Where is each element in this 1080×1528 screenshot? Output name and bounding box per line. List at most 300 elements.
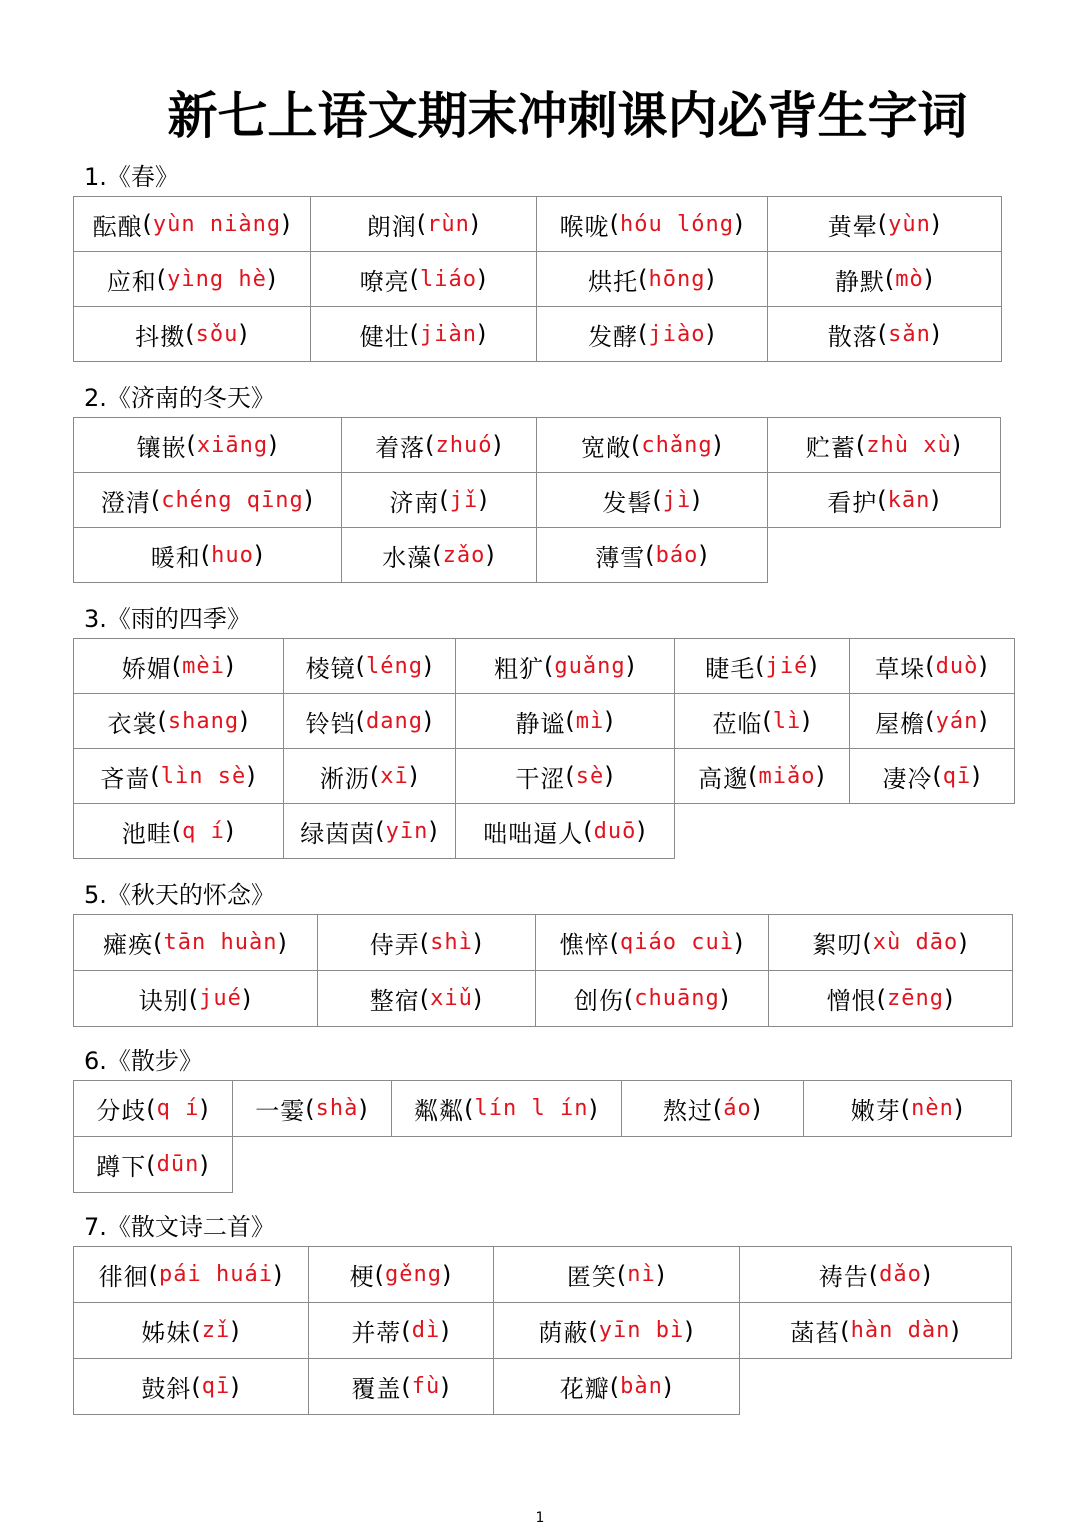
- vocab-cell: [768, 914, 1013, 971]
- vocab-cell: [768, 970, 1013, 1027]
- vocab-cell: [391, 1080, 622, 1137]
- paren-open: (: [616, 1260, 628, 1289]
- paren-open: (: [877, 210, 889, 238]
- paren-open: (: [185, 320, 196, 348]
- vocab-cell: [849, 693, 1015, 749]
- paren-close: ): [476, 320, 488, 348]
- vocab-cell: [73, 914, 318, 971]
- paren-open: (: [156, 265, 168, 293]
- paren-open: (: [862, 928, 873, 957]
- paren-close: ): [953, 1094, 965, 1123]
- vocab-pinyin: jié: [765, 653, 809, 679]
- vocab-word: 薄雪: [595, 543, 646, 572]
- paren-open: (: [425, 431, 436, 459]
- vocab-cell: [283, 803, 456, 859]
- paren-close: ): [719, 984, 731, 1013]
- paren-open: (: [401, 1316, 412, 1345]
- vocab-word: 发髻: [602, 488, 653, 517]
- paren-open: (: [355, 652, 366, 680]
- paren-close: ): [943, 984, 955, 1013]
- vocab-word: 池畦: [121, 819, 172, 848]
- vocab-pinyin: yùn: [888, 211, 931, 237]
- paren-close: ): [815, 762, 826, 790]
- vocab-cell: [739, 1246, 1012, 1303]
- vocab-pinyin: duò: [935, 653, 979, 679]
- vocab-cell: [283, 693, 456, 749]
- paren-close: ): [923, 265, 935, 293]
- paren-close: ): [199, 1094, 210, 1123]
- paren-open: (: [188, 984, 200, 1013]
- vocab-cell: [803, 1080, 1012, 1137]
- vocab-word: 侍弄: [369, 931, 420, 959]
- paren-open: (: [583, 817, 594, 845]
- vocab-cell: [739, 1302, 1012, 1359]
- paren-close: ): [441, 1260, 453, 1289]
- section-title: 5.《秋天的怀念》: [84, 881, 275, 909]
- paren-close: ): [408, 762, 420, 790]
- paren-close: ): [733, 928, 745, 957]
- vocab-cell: [674, 748, 850, 804]
- paren-open: (: [148, 1260, 160, 1289]
- vocab-word: 嫩芽: [850, 1097, 901, 1125]
- vocab-pinyin: lì: [772, 708, 802, 734]
- vocab-pinyin: q í: [156, 1096, 200, 1121]
- vocab-pinyin: xiǔ: [430, 986, 473, 1011]
- paren-open: (: [142, 210, 153, 238]
- vocab-pinyin: dì: [411, 1318, 441, 1343]
- paren-close: ): [272, 1260, 284, 1289]
- vocab-word: 并蒂: [351, 1319, 402, 1347]
- vocab-cell: [493, 1358, 740, 1415]
- vocab-word: 覆盖: [351, 1375, 402, 1403]
- vocab-word: 静默: [834, 267, 885, 296]
- paren-open: (: [432, 541, 443, 569]
- paren-close: ): [684, 1316, 695, 1345]
- vocab-cell: [621, 1080, 804, 1137]
- vocab-pinyin: jué: [199, 986, 242, 1011]
- vocab-pinyin: jǐ: [449, 487, 479, 513]
- vocab-cell: [767, 196, 1002, 252]
- paren-open: (: [652, 486, 663, 514]
- vocab-word: 凄冷: [882, 764, 933, 793]
- paren-open: (: [565, 762, 576, 790]
- vocab-cell: [317, 970, 536, 1027]
- paren-open: (: [153, 928, 164, 957]
- paren-open: (: [409, 320, 420, 348]
- paren-close: ): [604, 707, 615, 735]
- paren-close: ): [266, 265, 278, 293]
- paren-close: ): [950, 1316, 961, 1345]
- vocab-word: 花瓣: [559, 1375, 610, 1403]
- vocab-cell: [317, 914, 536, 971]
- vocab-pinyin: hàn dàn: [850, 1318, 951, 1343]
- vocab-word: 贮蓄: [805, 433, 856, 462]
- vocab-word: 烘托: [588, 267, 639, 296]
- paren-open: (: [868, 1260, 880, 1289]
- vocab-pinyin: pái huái: [159, 1262, 273, 1287]
- vocab-word: 看护: [827, 488, 878, 517]
- vocab-word: 发酵: [588, 322, 639, 351]
- vocab-pinyin: miǎo: [758, 763, 816, 789]
- vocab-word: 暖和: [150, 543, 201, 572]
- paren-close: ): [440, 1372, 451, 1401]
- vocab-word: 莅临: [712, 709, 763, 738]
- paren-open: (: [401, 1372, 412, 1401]
- paren-open: (: [191, 1372, 202, 1401]
- vocab-pinyin: zǎo: [442, 542, 486, 568]
- page-number: 1: [535, 1510, 545, 1526]
- paren-close: ): [930, 320, 942, 348]
- vocab-word: 酝酿: [92, 212, 143, 241]
- vocab-cell: [283, 638, 456, 694]
- paren-close: ): [733, 210, 745, 238]
- paren-open: (: [464, 1094, 475, 1123]
- vocab-pinyin: nèn: [911, 1096, 954, 1121]
- paren-open: (: [544, 652, 555, 680]
- paren-open: (: [748, 762, 759, 790]
- vocab-word: 抖擞: [135, 322, 186, 351]
- vocab-word: 黄晕: [827, 212, 878, 241]
- vocab-pinyin: léng: [366, 653, 423, 679]
- paren-open: (: [191, 1316, 202, 1345]
- vocab-pinyin: zhuó: [435, 432, 493, 458]
- vocab-pinyin: shà: [315, 1096, 359, 1121]
- paren-open: (: [925, 707, 936, 735]
- vocab-word: 喉咙: [559, 212, 610, 241]
- paren-close: ): [472, 928, 484, 957]
- paren-close: ): [281, 210, 292, 238]
- vocab-pinyin: gěng: [385, 1262, 442, 1287]
- vocab-pinyin: xiāng: [196, 432, 269, 458]
- vocab-pinyin: jiàn: [420, 321, 477, 347]
- vocab-word: 姊妹: [141, 1319, 192, 1347]
- vocab-pinyin: yùn niàng: [152, 211, 282, 237]
- paren-close: ): [588, 1094, 599, 1123]
- paren-open: (: [645, 541, 656, 569]
- paren-open: (: [840, 1316, 851, 1345]
- vocab-word: 熬过: [662, 1097, 713, 1125]
- paren-open: (: [755, 652, 766, 680]
- vocab-pinyin: xī: [380, 763, 409, 789]
- vocab-word: 咄咄逼人: [483, 819, 584, 848]
- paren-close: ): [705, 265, 716, 293]
- vocab-pinyin: guǎng: [554, 653, 626, 679]
- vocab-pinyin: chuāng: [634, 986, 720, 1011]
- vocab-word: 整宿: [369, 987, 420, 1015]
- vocab-word: 水藻: [382, 543, 433, 572]
- paren-open: (: [609, 1372, 621, 1401]
- vocab-cell: [73, 196, 311, 252]
- paren-open: (: [200, 541, 212, 569]
- paren-open: (: [419, 984, 431, 1013]
- section-title: 7.《散文诗二首》: [84, 1213, 275, 1241]
- paren-open: (: [925, 652, 936, 680]
- vocab-cell: [767, 251, 1002, 307]
- vocab-pinyin: sǒu: [195, 321, 239, 347]
- vocab-cell: [341, 472, 537, 528]
- vocab-pinyin: báo: [655, 542, 699, 568]
- paren-close: ): [422, 652, 434, 680]
- vocab-word: 应和: [106, 267, 157, 296]
- paren-close: ): [472, 984, 484, 1013]
- vocab-pinyin: duō: [593, 818, 637, 844]
- section-title: 2.《济南的冬天》: [84, 384, 275, 412]
- vocab-cell: [310, 196, 537, 252]
- paren-open: (: [877, 320, 889, 348]
- vocab-pinyin: shang: [167, 708, 240, 734]
- vocab-word: 徘徊: [98, 1263, 149, 1291]
- vocab-cell: [536, 472, 768, 528]
- vocab-cell: [232, 1080, 392, 1137]
- paren-open: (: [932, 762, 943, 790]
- vocab-pinyin: bàn: [620, 1374, 663, 1399]
- paren-close: ): [978, 652, 989, 680]
- vocab-cell: [73, 472, 342, 528]
- vocab-cell: [73, 803, 284, 859]
- vocab-word: 铃铛: [305, 709, 356, 738]
- paren-open: (: [375, 817, 386, 845]
- paren-close: ): [358, 1094, 369, 1123]
- vocab-pinyin: mèi: [182, 653, 225, 679]
- vocab-cell: [767, 306, 1002, 362]
- vocab-pinyin: rùn: [427, 211, 470, 237]
- paren-close: ): [230, 1316, 241, 1345]
- paren-close: ): [476, 265, 488, 293]
- paren-open: (: [712, 1094, 724, 1123]
- vocab-pinyin: q í: [182, 818, 225, 844]
- page-title: 新七上语文期末冲刺课内必背生字词: [167, 87, 968, 145]
- vocab-pinyin: lìn sè: [160, 763, 247, 789]
- paren-open: (: [439, 486, 450, 514]
- vocab-pinyin: dǎo: [879, 1262, 922, 1287]
- vocab-cell: [310, 251, 537, 307]
- vocab-cell: [73, 1358, 309, 1415]
- vocab-pinyin: zēng: [887, 986, 944, 1011]
- vocab-word: 一霎: [255, 1097, 306, 1125]
- vocab-pinyin: mò: [895, 266, 924, 292]
- vocab-word: 朗润: [366, 212, 417, 241]
- paren-close: ): [230, 1372, 241, 1401]
- vocab-pinyin: yīn bì: [598, 1318, 685, 1343]
- vocab-cell: [308, 1302, 494, 1359]
- vocab-cell: [455, 748, 675, 804]
- vocab-word: 梗: [349, 1263, 375, 1291]
- vocab-pinyin: dūn: [156, 1152, 200, 1177]
- vocab-pinyin: yīn: [385, 818, 429, 844]
- vocab-word: 祷告: [818, 1263, 869, 1291]
- vocab-word: 嘹亮: [359, 267, 410, 296]
- paren-close: ): [662, 1372, 674, 1401]
- paren-close: ): [930, 486, 941, 514]
- paren-close: ): [303, 486, 315, 514]
- paren-open: (: [638, 320, 649, 348]
- paren-close: ): [239, 707, 250, 735]
- vocab-cell: [493, 1302, 740, 1359]
- vocab-word: 蹲下: [96, 1153, 147, 1181]
- paren-close: ): [808, 652, 819, 680]
- vocab-cell: [455, 693, 675, 749]
- vocab-cell: [73, 638, 284, 694]
- vocab-cell: [536, 417, 768, 473]
- vocab-cell: [341, 417, 537, 473]
- vocab-word: 荫蔽: [538, 1319, 589, 1347]
- vocab-word: 衣裳: [107, 709, 158, 738]
- vocab-pinyin: mì: [575, 708, 605, 734]
- vocab-word: 娇媚: [121, 654, 172, 683]
- vocab-word: 济南: [389, 488, 440, 517]
- paren-open: (: [369, 762, 381, 790]
- vocab-pinyin: tān huàn: [163, 930, 278, 955]
- vocab-cell: [73, 1136, 233, 1193]
- paren-open: (: [762, 707, 773, 735]
- vocab-pinyin: qī: [942, 763, 972, 789]
- paren-close: ): [199, 1150, 210, 1179]
- vocab-cell: [283, 748, 456, 804]
- vocab-pinyin: chǎng: [641, 432, 713, 458]
- vocab-cell: [849, 748, 1015, 804]
- vocab-word: 散落: [827, 322, 878, 351]
- paren-close: ): [971, 762, 982, 790]
- vocab-pinyin: zhù xù: [866, 432, 952, 458]
- vocab-word: 憎恨: [826, 987, 877, 1015]
- vocab-cell: [849, 638, 1015, 694]
- vocab-cell: [455, 638, 675, 694]
- vocab-pinyin: sè: [575, 763, 605, 789]
- paren-close: ): [241, 984, 253, 1013]
- paren-open: (: [171, 817, 183, 845]
- paren-close: ): [440, 1316, 451, 1345]
- vocab-word: 睫毛: [705, 654, 756, 683]
- paren-close: ): [277, 928, 288, 957]
- vocab-cell: [73, 1246, 309, 1303]
- vocab-word: 棱镜: [305, 654, 356, 683]
- paren-close: ): [801, 707, 812, 735]
- paren-open: (: [877, 486, 888, 514]
- paren-close: ): [224, 652, 236, 680]
- paren-close: ): [655, 1260, 667, 1289]
- vocab-cell: [73, 417, 342, 473]
- section-title: 1.《春》: [84, 163, 179, 191]
- vocab-cell: [73, 251, 311, 307]
- paren-open: (: [416, 210, 428, 238]
- vocab-pinyin: zǐ: [201, 1318, 231, 1343]
- vocab-cell: [73, 527, 342, 583]
- vocab-pinyin: dang: [366, 708, 423, 734]
- paren-open: (: [876, 984, 887, 1013]
- vocab-word: 澄清: [100, 488, 151, 517]
- paren-open: (: [855, 431, 867, 459]
- vocab-word: 淅沥: [319, 764, 370, 793]
- paren-close: ): [930, 210, 942, 238]
- vocab-pinyin: liáo: [420, 266, 477, 292]
- vocab-pinyin: qī: [201, 1374, 231, 1399]
- vocab-pinyin: yán: [935, 708, 979, 734]
- paren-close: ): [751, 1094, 763, 1123]
- paren-open: (: [638, 265, 649, 293]
- vocab-cell: [535, 970, 769, 1027]
- vocab-pinyin: shì: [430, 930, 473, 955]
- paren-close: ): [636, 817, 647, 845]
- vocab-pinyin: lín l ín: [474, 1096, 589, 1121]
- vocab-pinyin: sǎn: [888, 321, 931, 347]
- paren-close: ): [921, 1260, 933, 1289]
- vocab-cell: [73, 748, 284, 804]
- vocab-pinyin: hóu lóng: [620, 211, 734, 237]
- vocab-cell: [536, 251, 768, 307]
- paren-close: ): [712, 431, 723, 459]
- paren-open: (: [565, 707, 576, 735]
- vocab-cell: [493, 1246, 740, 1303]
- paren-open: (: [588, 1316, 599, 1345]
- vocab-cell: [73, 693, 284, 749]
- paren-open: (: [409, 265, 420, 293]
- paren-open: (: [609, 928, 621, 957]
- vocab-cell: [767, 472, 1001, 528]
- vocab-pinyin: yìng hè: [167, 266, 267, 292]
- paren-close: ): [469, 210, 481, 238]
- vocab-word: 着落: [375, 433, 426, 462]
- vocab-pinyin: jì: [662, 487, 692, 513]
- paren-open: (: [884, 265, 896, 293]
- paren-close: ): [492, 431, 503, 459]
- vocab-pinyin: nì: [627, 1262, 656, 1287]
- vocab-word: 匿笑: [566, 1263, 617, 1291]
- vocab-cell: [308, 1246, 494, 1303]
- vocab-cell: [73, 1302, 309, 1359]
- vocab-word: 憔悴: [559, 931, 610, 959]
- vocab-cell: [308, 1358, 494, 1415]
- section-title: 6.《散步》: [84, 1047, 203, 1075]
- vocab-pinyin: kān: [887, 487, 931, 513]
- vocab-word: 粼粼: [414, 1097, 465, 1125]
- paren-open: (: [419, 928, 431, 957]
- vocab-word: 瘫痪: [103, 931, 154, 959]
- paren-close: ): [485, 541, 496, 569]
- vocab-cell: [674, 693, 850, 749]
- vocab-word: 絮叨: [812, 931, 863, 959]
- vocab-pinyin: qiáo cuì: [620, 930, 734, 955]
- vocab-word: 吝啬: [100, 764, 151, 793]
- vocab-word: 高邈: [698, 764, 749, 793]
- paren-close: ): [422, 707, 434, 735]
- paren-close: ): [246, 762, 257, 790]
- vocab-cell: [310, 306, 537, 362]
- vocab-cell: [536, 527, 768, 583]
- paren-close: ): [604, 762, 615, 790]
- vocab-word: 绿茵茵: [300, 819, 376, 848]
- vocab-word: 屋檐: [875, 709, 926, 738]
- paren-open: (: [150, 762, 161, 790]
- paren-close: ): [978, 707, 989, 735]
- paren-close: ): [951, 431, 963, 459]
- vocab-word: 鼓斜: [141, 1375, 192, 1403]
- paren-open: (: [171, 652, 183, 680]
- vocab-word: 草垛: [875, 654, 926, 683]
- paren-close: ): [224, 817, 236, 845]
- vocab-pinyin: xù dāo: [872, 930, 959, 955]
- vocab-word: 菡萏: [790, 1319, 841, 1347]
- vocab-cell: [536, 306, 768, 362]
- paren-open: (: [609, 210, 621, 238]
- paren-open: (: [146, 1094, 157, 1123]
- vocab-cell: [535, 914, 769, 971]
- vocab-cell: [73, 1080, 233, 1137]
- vocab-word: 宽敞: [581, 433, 631, 462]
- paren-close: ): [698, 541, 709, 569]
- vocab-cell: [73, 970, 318, 1027]
- vocab-word: 诀别: [138, 987, 189, 1015]
- vocab-cell: [674, 638, 850, 694]
